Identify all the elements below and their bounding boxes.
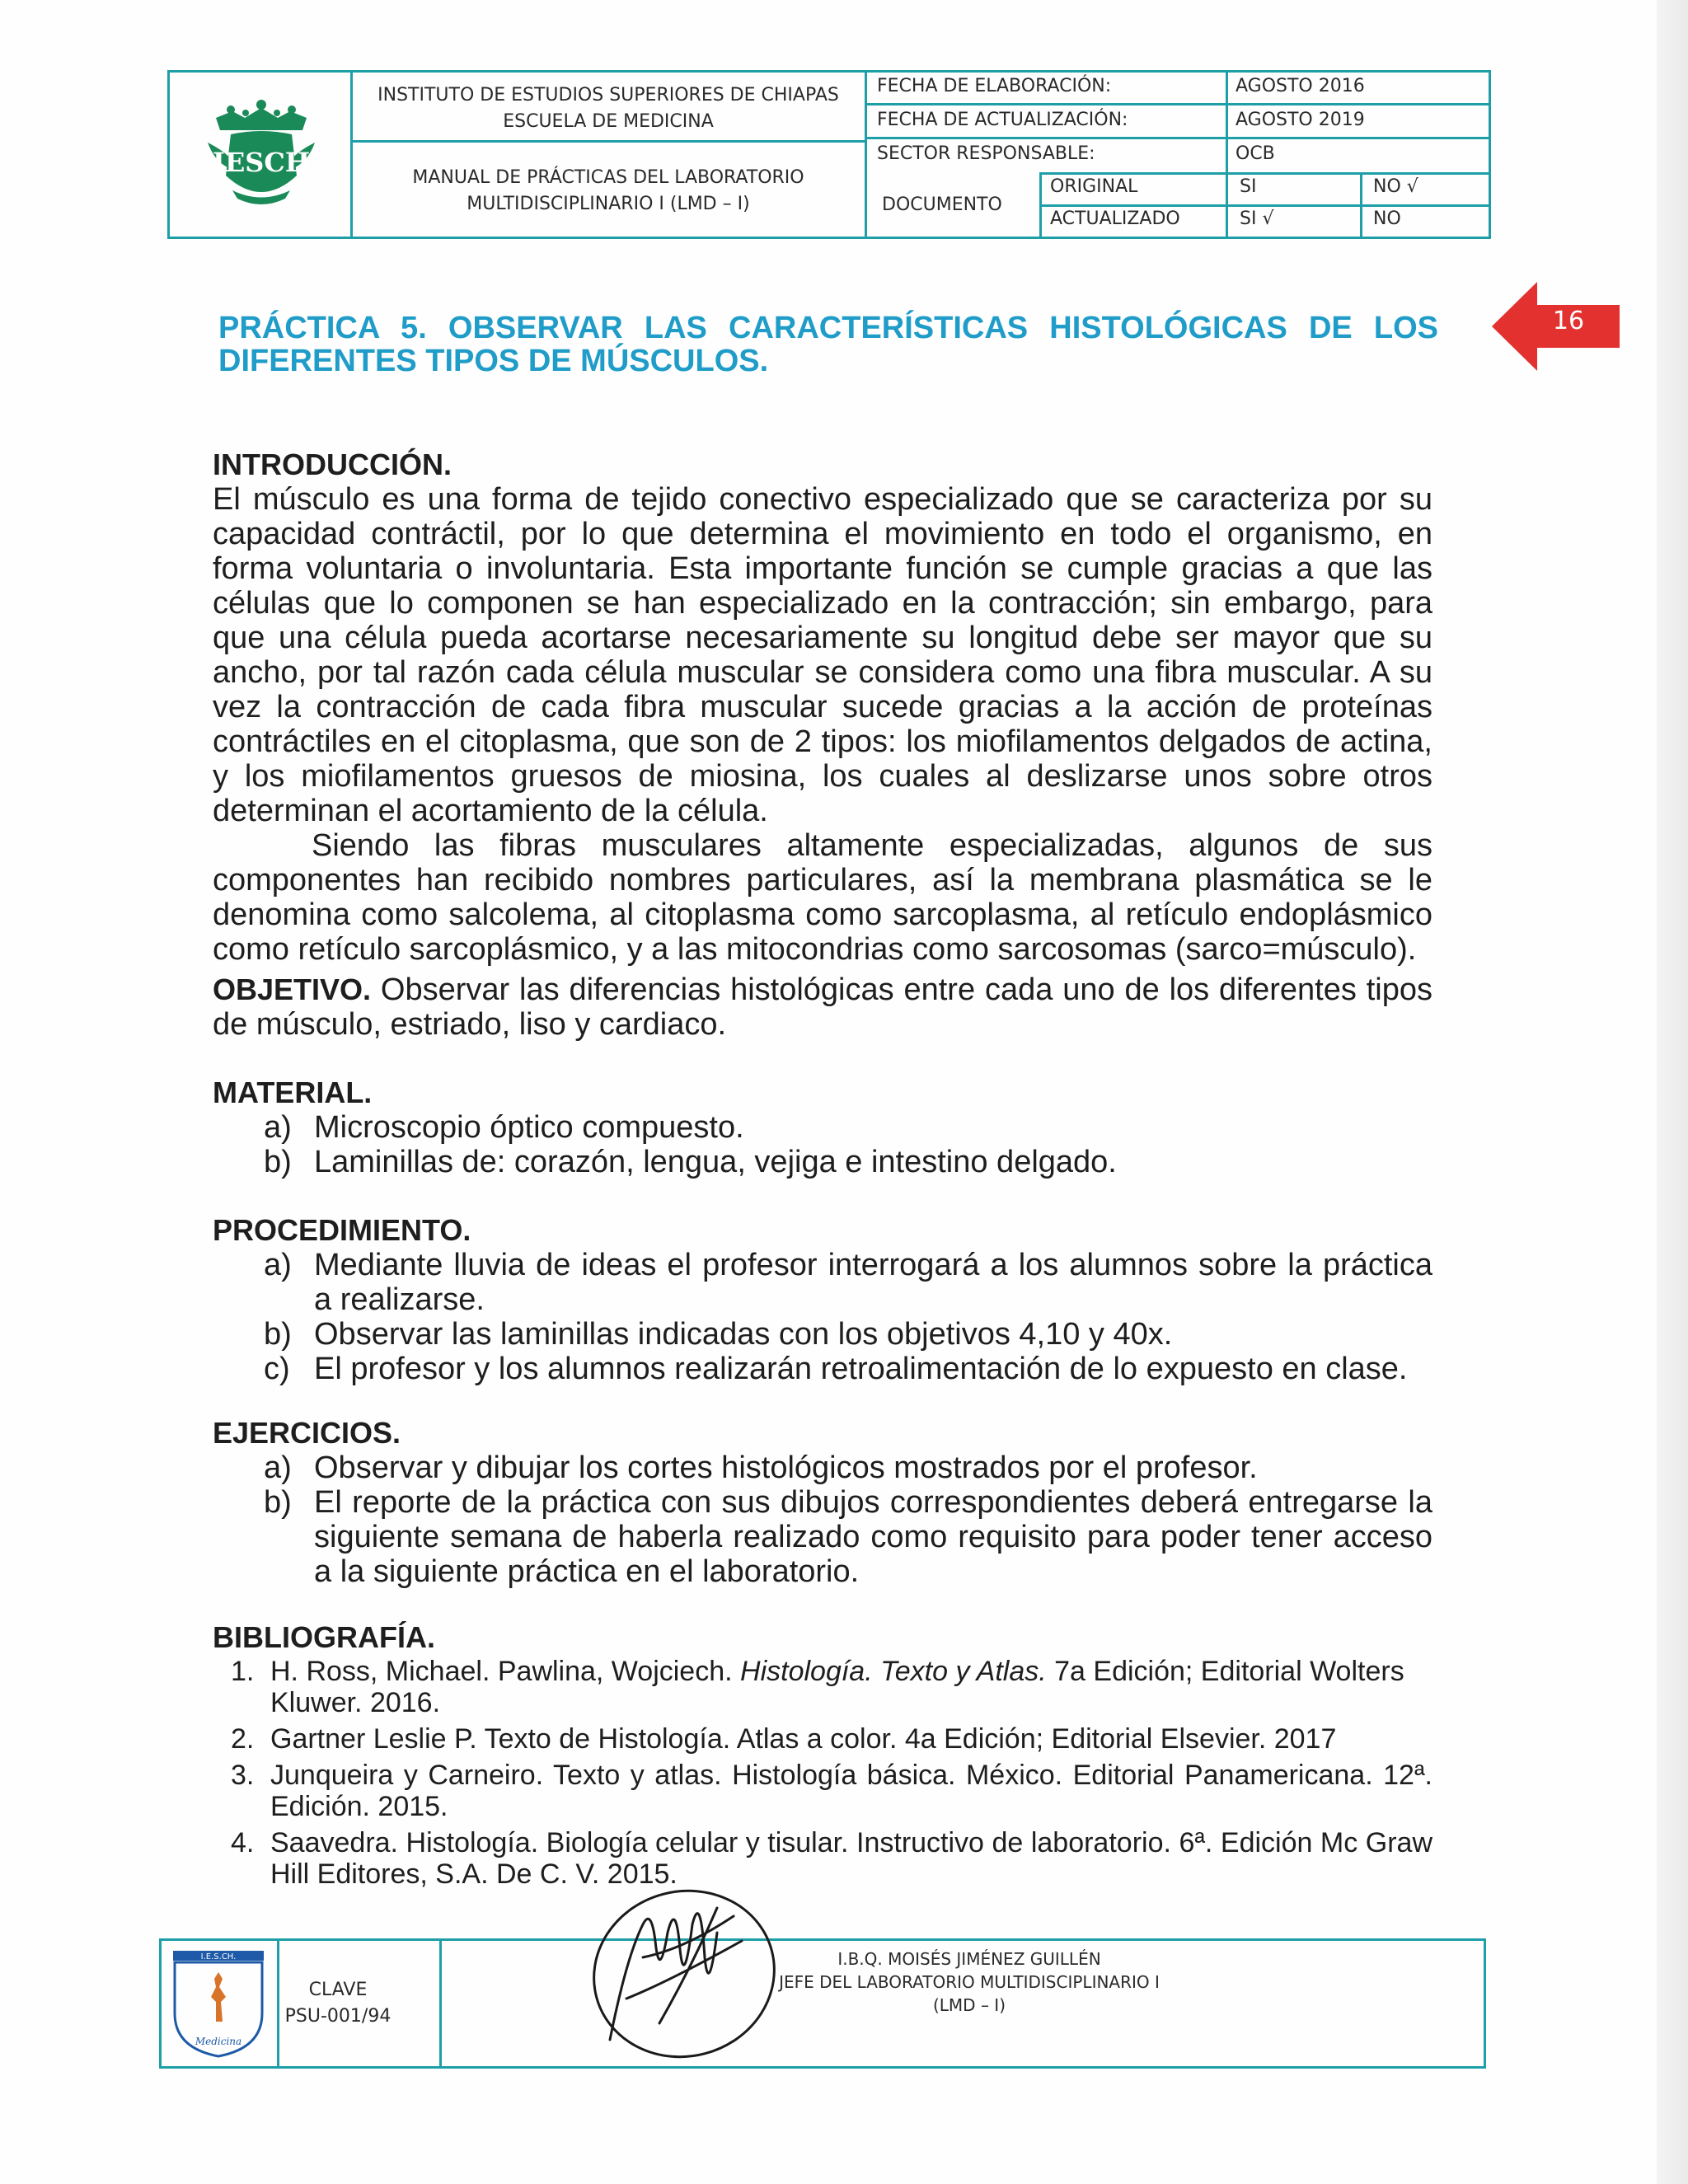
svg-text:IESCH: IESCH: [212, 146, 311, 178]
manual-title-line2: MULTIDISCIPLINARIO I (LMD – I): [467, 194, 750, 214]
list-item: a) Observar y dibujar los cortes histológicos mostrados por el profesor.: [264, 1451, 1258, 1485]
original-label: ORIGINAL: [1050, 176, 1138, 197]
list-item: a) Microscopio óptico compuesto.: [264, 1110, 744, 1145]
signatory-title: JEFE DEL LABORATORIO MULTIDISCIPLINARIO I: [779, 1972, 1160, 1992]
school-name: ESCUELA DE MEDICINA: [503, 111, 714, 132]
sector-value: OCB: [1236, 143, 1275, 164]
introduction-paragraph-2: Siendo las fibras musculares altamente especializadas, algunos de sus componentes han recibido nombres particulares, así la membrana plasmática se le denomina como salcolema, al citoplasma como sarcoplasma, al retículo endoplásmico como retículo sarcoplásmico, y a las mitocondrias como sarcosomas (sarco=músculo).: [213, 828, 1432, 967]
medicine-shield-icon: [168, 1947, 269, 2060]
page-number: 16: [1552, 307, 1585, 335]
svg-text:Medicina: Medicina: [195, 2036, 242, 2047]
sector-label: SECTOR RESPONSABLE:: [877, 143, 1095, 164]
objective-text: Observar las diferencias histológicas entre cada uno de los diferentes tipos de músculo, estriado, liso y cardiaco.: [213, 972, 1432, 1042]
documento-label: DOCUMENTO: [882, 194, 1002, 215]
signatory-lab: (LMD – I): [932, 1995, 1006, 2015]
objective-section: [213, 972, 1432, 1042]
institute-logo: [170, 73, 353, 237]
clave-value: PSU-001/94: [284, 2006, 392, 2027]
actualizado-si: SI √: [1240, 209, 1274, 229]
material-section: [213, 1076, 1432, 1179]
actualizado-no: NO: [1373, 209, 1401, 229]
exercises-section: [213, 1416, 1432, 1589]
introduction-heading: INTRODUCCIÓN.: [213, 448, 452, 481]
bibliography-item: 2. Gartner Leslie P. Texto de Histología. Atlas a color. 4a Edición; Editorial Elsevier. 2017: [231, 1723, 1337, 1755]
material-heading: MATERIAL.: [213, 1076, 373, 1109]
objective-heading: OBJETIVO.: [213, 972, 372, 1006]
bibliography-item: 1. H. Ross, Michael. Pawlina, Wojciech. Histología. Texto y Atlas. 7a Edición; Editorial Wolters Kluwer. 2016.: [231, 1656, 1404, 1718]
clave-label: CLAVE: [308, 1980, 368, 2000]
institute-name: INSTITUTO DE ESTUDIOS SUPERIORES DE CHIAPAS: [377, 85, 839, 105]
original-si: SI: [1240, 176, 1257, 197]
footer-table: [159, 1938, 1486, 2069]
list-item: b) Laminillas de: corazón, lengua, vejiga e intestino delgado.: [264, 1145, 1117, 1179]
fecha-actualizacion-label: FECHA DE ACTUALIZACIÓN:: [877, 110, 1128, 130]
original-no: NO √: [1373, 176, 1418, 197]
bibliography-section: [213, 1619, 1432, 1890]
bibliography-item: 4. Saavedra. Histología. Biología celular y tisular. Instructivo de laboratorio. 6ª. Edición Mc Graw Hill Editores, S.A. De C. V. 2015.: [231, 1827, 1432, 1890]
exercises-heading: EJERCICIOS.: [213, 1416, 401, 1450]
list-item: a) Mediante lluvia de ideas el profesor interrogará a los alumnos sobre la práctica a realizarse.: [264, 1248, 1432, 1317]
signatory-name: I.B.Q. MOISÉS JIMÉNEZ GUILLÉN: [837, 1949, 1101, 1969]
list-item: c) El profesor y los alumnos realizarán retroalimentación de lo expuesto en clase.: [264, 1352, 1408, 1386]
iesch-logo-icon: [199, 93, 323, 217]
introduction-section: [213, 448, 1432, 967]
medicine-logo: [168, 1947, 269, 2060]
fecha-elaboracion-label: FECHA DE ELABORACIÓN:: [877, 76, 1112, 96]
handwritten-signature: [577, 1858, 791, 2073]
list-item: b) Observar las laminillas indicadas con los objetivos 4,10 y 40x.: [264, 1317, 1173, 1352]
svg-text:I.E.S.CH.: I.E.S.CH.: [200, 1952, 237, 1961]
page-edge-shadow: [1657, 0, 1688, 2184]
procedure-heading: PROCEDIMIENTO.: [213, 1213, 471, 1247]
procedure-section: [213, 1213, 1432, 1386]
list-item: b) El reporte de la práctica con sus dibujos correspondientes deberá entregarse la siguiente semana de haberla realizado como requisito para poder tener acceso a la siguiente práctica en el laboratorio.: [264, 1485, 1432, 1589]
introduction-paragraph-1: El músculo es una forma de tejido conectivo especializado que se caracteriza por su capacidad contráctil, por lo que determina el movimiento en todo el organismo, en forma voluntaria o involuntaria. Esta importante función se cumple gracias a que las células que lo componen se han especializado en la contracción; sin embargo, para que una célula pueda acortarse necesariamente su longitud debe ser mayor que su ancho, por tal razón cada célula muscular se considera como una fibra muscular. A su vez la contracción de cada fibra muscular sucede gracias a la acción de proteínas contráctiles en el citoplasma, que son de 2 tipos: los miofilamentos delgados de actina, y los miofilamentos gruesos de miosina, los cuales al deslizarse unos sobre otros determinan el acortamiento de la célula.: [213, 482, 1432, 828]
bibliography-heading: BIBLIOGRAFÍA.: [213, 1620, 435, 1654]
actualizado-label: ACTUALIZADO: [1050, 209, 1180, 229]
header-table: [167, 70, 1491, 239]
manual-title-line1: MANUAL DE PRÁCTICAS DEL LABORATORIO: [412, 167, 804, 188]
fecha-elaboracion-value: AGOSTO 2016: [1236, 76, 1365, 96]
bibliography-item: 3. Junqueira y Carneiro. Texto y atlas. Histología básica. México. Editorial Panamericana. 12ª. Edición. 2015.: [231, 1760, 1432, 1822]
fecha-actualizacion-value: AGOSTO 2019: [1236, 110, 1365, 130]
practice-title: PRÁCTICA 5. OBSERVAR LAS CARACTERÍSTICAS HISTOLÓGICAS DE LOS DIFERENTES TIPOS DE MÚSCULOS.: [218, 311, 1438, 378]
